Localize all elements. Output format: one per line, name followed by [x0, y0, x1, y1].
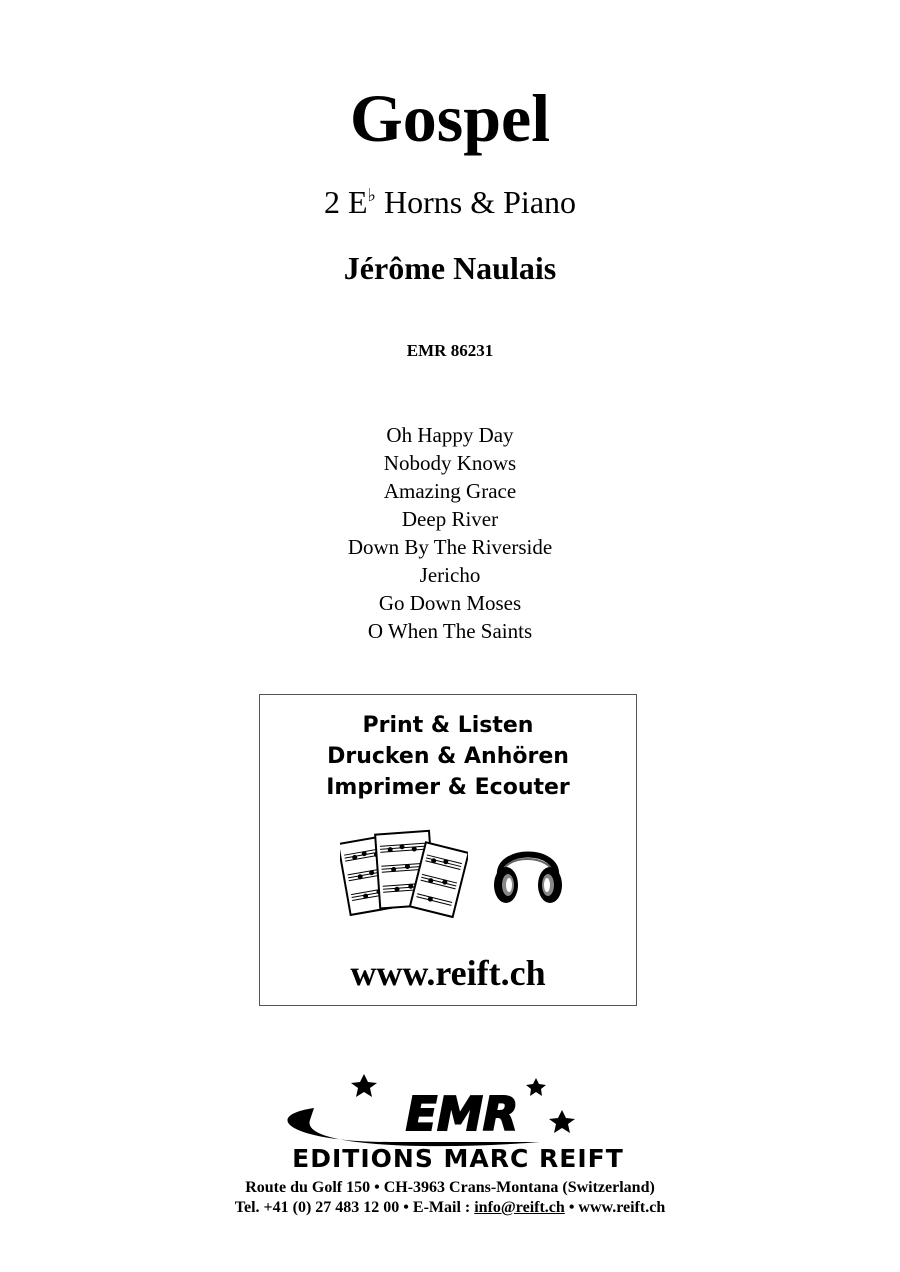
song-item: Deep River: [401, 507, 499, 531]
song-item: Go Down Moses: [378, 591, 522, 615]
logo-emr-text: EMR: [405, 1087, 519, 1141]
song-list: [0, 421, 900, 645]
composer: Jérôme Naulais: [343, 250, 557, 286]
promo-url[interactable]: www.reift.ch: [350, 953, 546, 993]
song-item: O When The Saints: [367, 619, 533, 643]
publisher-name: EDITIONS MARC REIFT: [292, 1144, 624, 1172]
page-title: Gospel: [349, 80, 551, 156]
promo-line-french: Imprimer & Ecouter: [326, 775, 570, 800]
instrumentation: [0, 175, 900, 222]
contact-web: • www.reift.ch: [564, 1199, 666, 1216]
publisher-address: Route du Golf 150 • CH-3963 Crans-Montana (Switzerland): [245, 1179, 655, 1196]
email-link[interactable]: info@reift.ch: [474, 1199, 565, 1216]
catalog-number: EMR 86231: [406, 341, 494, 360]
instrumentation-prefix: 2 E: [323, 184, 368, 220]
publisher-contact: [0, 1198, 900, 1218]
print-listen-box: [259, 694, 637, 1006]
song-item: Nobody Knows: [383, 451, 517, 475]
emr-logo: [240, 1072, 676, 1177]
song-item: Down By The Riverside: [347, 535, 553, 559]
promo-line-german: Drucken & Anhören: [327, 744, 569, 769]
headphones-icon: [492, 833, 564, 912]
flat-sign: ♭: [367, 185, 377, 205]
contact-tel: Tel. +41 (0) 27 483 12 00 • E-Mail :: [234, 1199, 475, 1216]
promo-line-english: Print & Listen: [362, 713, 534, 738]
sheet-music-icon: [340, 825, 468, 930]
instrumentation-suffix: Horns & Piano: [376, 184, 577, 220]
song-item: Amazing Grace: [383, 479, 517, 503]
song-item: Jericho: [419, 563, 481, 587]
song-item: Oh Happy Day: [386, 423, 514, 447]
